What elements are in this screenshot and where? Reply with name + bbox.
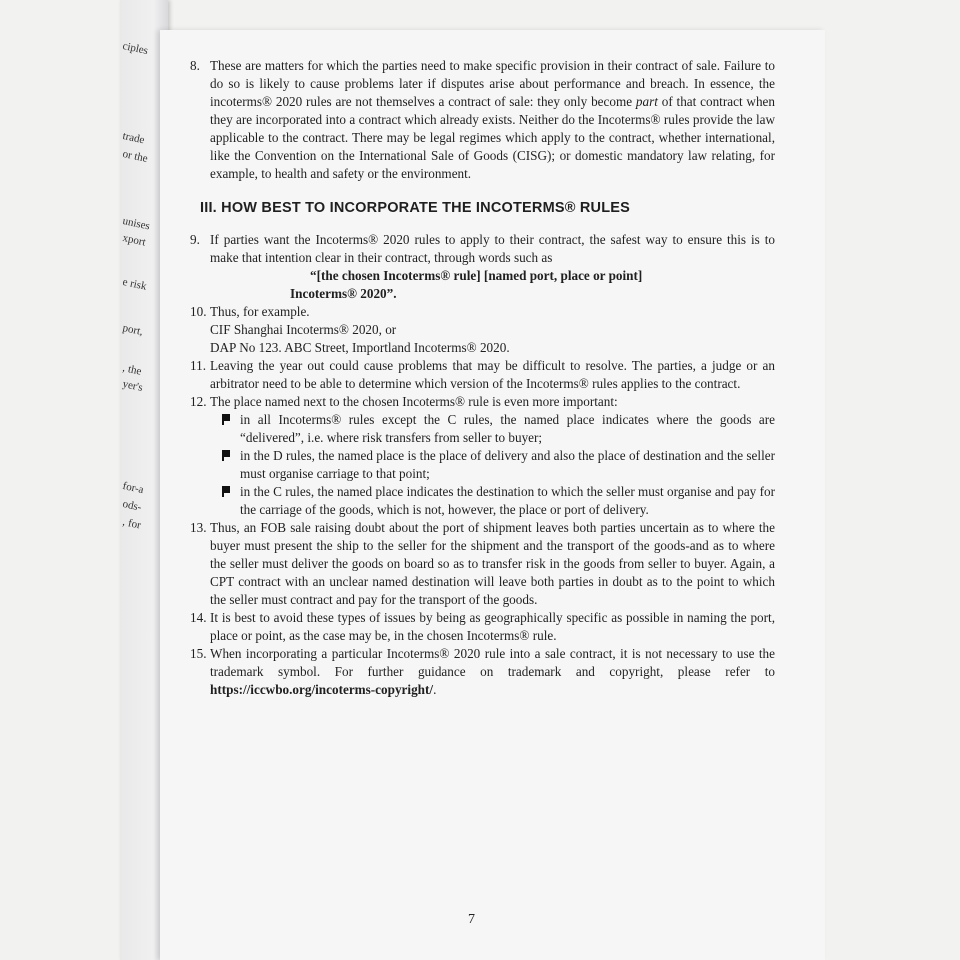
paragraph-number: 12.: [190, 394, 207, 409]
edge-text: trade: [121, 130, 146, 147]
paragraph-15: [190, 645, 775, 699]
list-item-text: in all Incoterms® rules except the C rules, the named place indicates where the goods are “delivered”, i.e. where risk transfers from seller to buyer;: [240, 412, 775, 445]
edge-text: unises: [121, 215, 151, 233]
edge-text: or the: [121, 148, 149, 166]
list-item-text: in the C rules, the named place indicates the destination to which the seller must organise and pay for the carriage of the goods, which is not, however, the place or port of delivery.: [240, 484, 775, 517]
paragraph-text: If parties want the Incoterms® 2020 rules to apply to their contract, the safest way to ensure this is to make that intention clear in their contract, through words such as: [210, 232, 775, 265]
edge-text: port,: [121, 322, 145, 338]
paragraph-text: .: [433, 682, 437, 697]
edge-text: , for: [121, 516, 142, 532]
page-content: [190, 57, 775, 699]
paragraph-number: 15.: [190, 646, 207, 661]
paragraph-number: 14.: [190, 610, 207, 625]
emphasis-text: part: [635, 94, 658, 109]
paragraph-text: It is best to avoid these types of issues by being as geographically specific as possible in naming the port, place or point, as the case may be, in the chosen Incoterms® rule.: [210, 610, 775, 643]
example-text: CIF Shanghai Incoterms® 2020, or: [210, 322, 397, 337]
list-item: [222, 483, 775, 519]
copyright-link[interactable]: https://iccwbo.org/incoterms-copyright/: [210, 682, 434, 697]
list-item-text: in the D rules, the named place is the place of delivery and also the place of destination and the seller must organise carriage to that point;: [240, 448, 775, 481]
paragraph-text: Thus, for example.: [210, 304, 310, 319]
edge-text: xport: [121, 232, 147, 249]
flag-bullet-icon: [222, 414, 232, 425]
edge-text: e risk: [121, 276, 148, 293]
paragraph-text: When incorporating a particular Incoterms® 2020 rule into a sale contract, it is not necessary to use the trademark symbol. For further guidance on trademark and copyright, please refer to: [210, 646, 775, 679]
paragraph-number: 8.: [190, 58, 200, 73]
edge-text: ods-: [121, 498, 143, 514]
paragraph-text: These are matters for which the parties need to make specific provision in their contract of sale. Failure to do so is likely to cause problems later if disputes arise about performance and breach. In essence, the incoterms® 2020 rules are not themselves a contract of sale: they only become: [210, 58, 775, 109]
edge-text: yer's: [121, 378, 144, 394]
paragraph-number: 10.: [190, 304, 207, 319]
paragraph-number: 9.: [190, 232, 200, 247]
paragraph-number: 13.: [190, 520, 207, 535]
clause-quote: “[the chosen Incoterms® rule] [named port, place or point]: [310, 268, 643, 283]
paragraph-13: [190, 519, 775, 609]
section-heading: III. HOW BEST TO INCORPORATE THE INCOTERMS® RULES: [200, 200, 630, 216]
page-number: 7: [468, 912, 475, 927]
bullet-list: [190, 411, 775, 519]
list-item: [222, 411, 775, 447]
paragraph-10: [190, 303, 775, 321]
list-item: [222, 447, 775, 483]
flag-bullet-icon: [222, 486, 232, 497]
paragraph-14: [190, 609, 775, 645]
paragraph-9: [190, 231, 775, 267]
paragraph-text: Thus, an FOB sale raising doubt about the port of shipment leaves both parties uncertain as to where the buyer must present the ship to the seller for the shipment and the transport of the goods-and as to where the seller must deliver the goods on board so as to transfer risk in the goods from seller to buyer. Again, a CPT contract with an unclear named destination will leave both parties in doubt as to the point to which the seller must contract and pay for the transport of the goods.: [210, 520, 775, 607]
edge-text: , the: [121, 362, 143, 378]
paragraph-text: Leaving the year out could cause problems that may be difficult to resolve. The parties, a judge or an arbitrator need to be able to determine which version of the Incoterms® rules applies to the contract.: [210, 358, 775, 391]
edge-text: ciples: [121, 40, 150, 58]
paragraph-8: [190, 57, 775, 183]
paragraph-number: 11.: [190, 358, 206, 373]
example-line: [190, 321, 775, 339]
example-text: DAP No 123. ABC Street, Importland Incoterms® 2020.: [210, 340, 510, 355]
edge-text: for-a: [121, 480, 145, 497]
paragraph-text: of that contract when they are incorporated into a contract which already exists. Neither do the Incoterms® rules provide the law applicable to the contract. There may be legal regimes which apply to the contract, whether international, like the Convention on the International Sale of Goods (CISG); or domestic mandatory law relating, for example, to health and safety or the environment.: [210, 94, 775, 181]
paragraph-text: The place named next to the chosen Incoterms® rule is even more important:: [210, 394, 618, 409]
clause-quote: Incoterms® 2020”.: [290, 286, 397, 301]
paragraph-11: [190, 357, 775, 393]
paragraph-12: [190, 393, 775, 411]
example-line: [190, 339, 775, 357]
flag-bullet-icon: [222, 450, 232, 461]
